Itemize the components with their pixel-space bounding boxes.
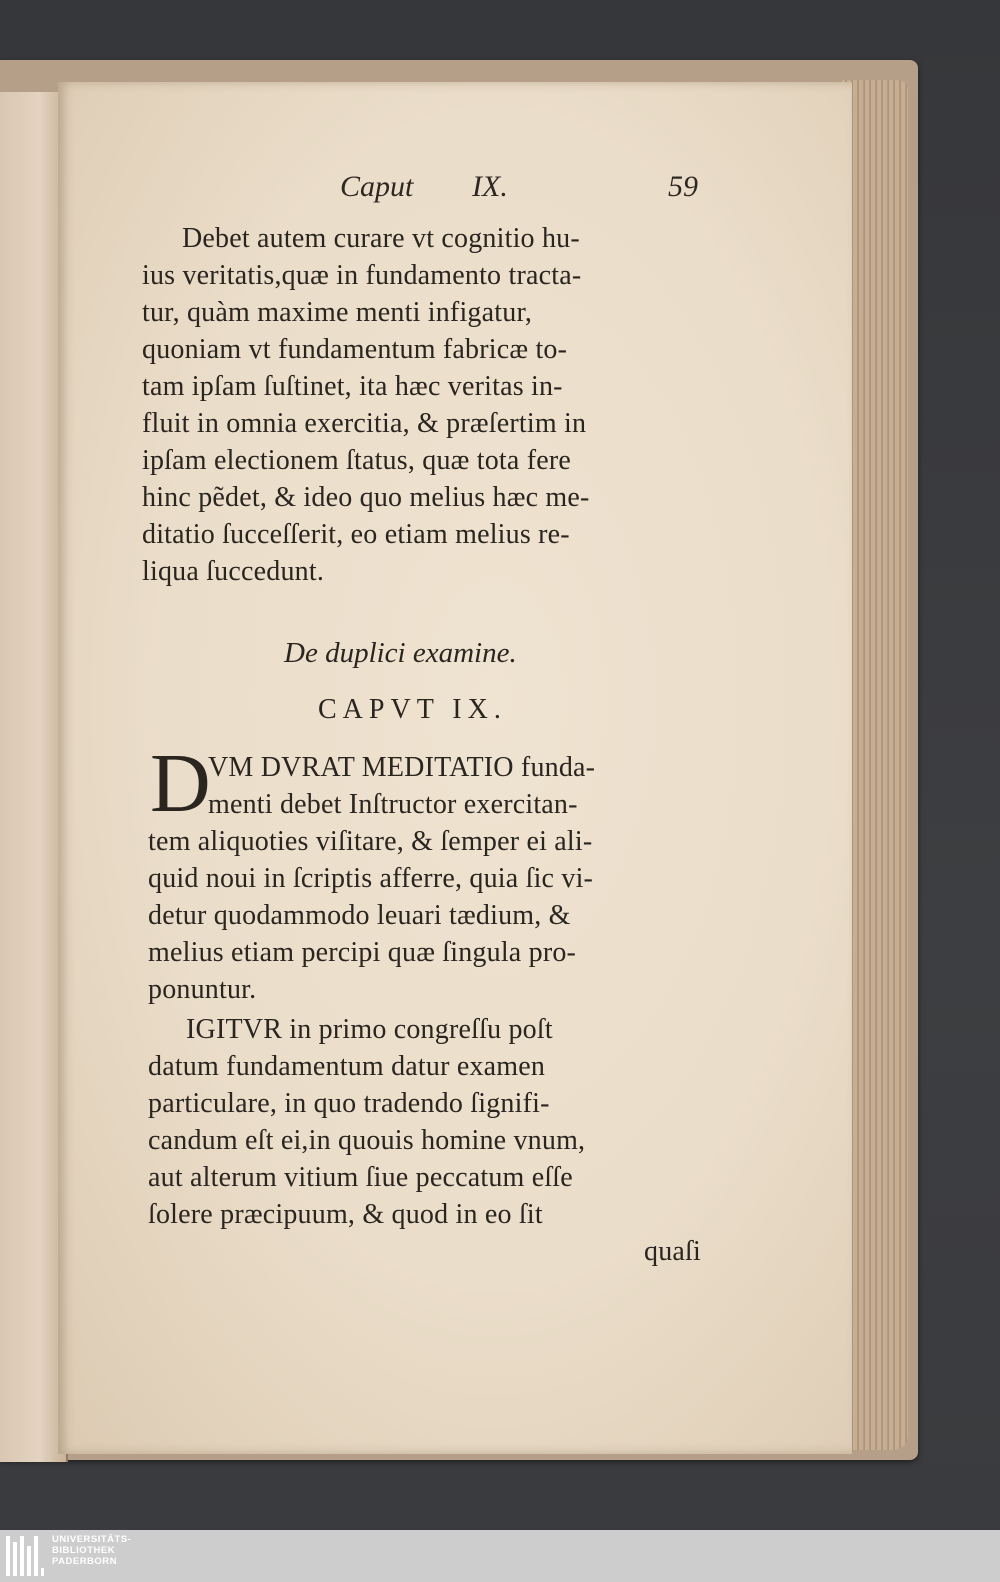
text-line: liqua ſuccedunt. xyxy=(142,556,325,587)
text-line: Debet autem curare vt cognitio hu- xyxy=(182,223,580,254)
logo-text-line: UNIVERSITÄTS- xyxy=(52,1534,132,1545)
text-line: fluit in omnia exercitia, & præſertim in xyxy=(142,408,587,439)
chapter-heading: CAPVT IX. xyxy=(318,694,507,725)
section-subtitle: De duplici examine. xyxy=(284,637,517,669)
text-line: tem aliquoties viſitare, & ſemper ei ali- xyxy=(148,826,593,857)
book-page xyxy=(58,82,852,1454)
text-line: quoniam vt fundamentum fabricæ to- xyxy=(142,334,568,365)
text-line: tam ipſam ſuſtinet, ita hæc veritas in- xyxy=(142,371,563,402)
logo-text-line: PADERBORN xyxy=(52,1556,118,1567)
text-line: menti debet Inſtructor exercitan- xyxy=(208,789,578,820)
library-logo-icon xyxy=(6,1536,46,1576)
text-line: ius veritatis,quæ in fundamento tracta- xyxy=(142,260,582,291)
text-line: melius etiam percipi quæ ſingula pro- xyxy=(148,937,577,968)
text-line: VM DVRAT MEDITATIO funda- xyxy=(208,752,596,783)
text-line: tur, quàm maxime menti infigatur, xyxy=(142,297,533,328)
drop-cap: D xyxy=(150,737,211,830)
text-line: ſolere præcipuum, & quod in eo ſit xyxy=(148,1199,543,1230)
text-line: hinc pẽdet, & ideo quo melius hæc me- xyxy=(142,482,590,513)
text-line: IGITVR in primo congreſſu poſt xyxy=(186,1014,553,1045)
library-logo-text xyxy=(52,1534,131,1567)
text-line: detur quodammodo leuari tædium, & xyxy=(148,900,571,931)
logo-text-line: BIBLIOTHEK xyxy=(52,1545,116,1556)
text-line: datum fundamentum datur examen xyxy=(148,1051,546,1082)
page-number: 59 xyxy=(668,170,698,203)
text-line: ipſam electionem ſtatus, quæ tota fere xyxy=(142,445,572,476)
text-line: particulare, in quo tradendo ſignifi- xyxy=(148,1088,550,1119)
text-line: ditatio ſucceſſerit, eo etiam melius re- xyxy=(142,519,570,550)
running-title-number: IX. xyxy=(472,170,508,203)
text-line: candum eſt ei,in quouis homine vnum, xyxy=(148,1125,586,1156)
text-line: aut alterum vitium ſiue peccatum eſſe xyxy=(148,1162,573,1193)
text-line: quid noui in ſcriptis afferre, quia ſic vi- xyxy=(148,863,594,894)
running-title: Caput xyxy=(340,170,414,203)
footer-bar xyxy=(0,1530,1000,1582)
catchword: quaſi xyxy=(644,1236,701,1267)
text-line: ponuntur. xyxy=(148,974,257,1005)
